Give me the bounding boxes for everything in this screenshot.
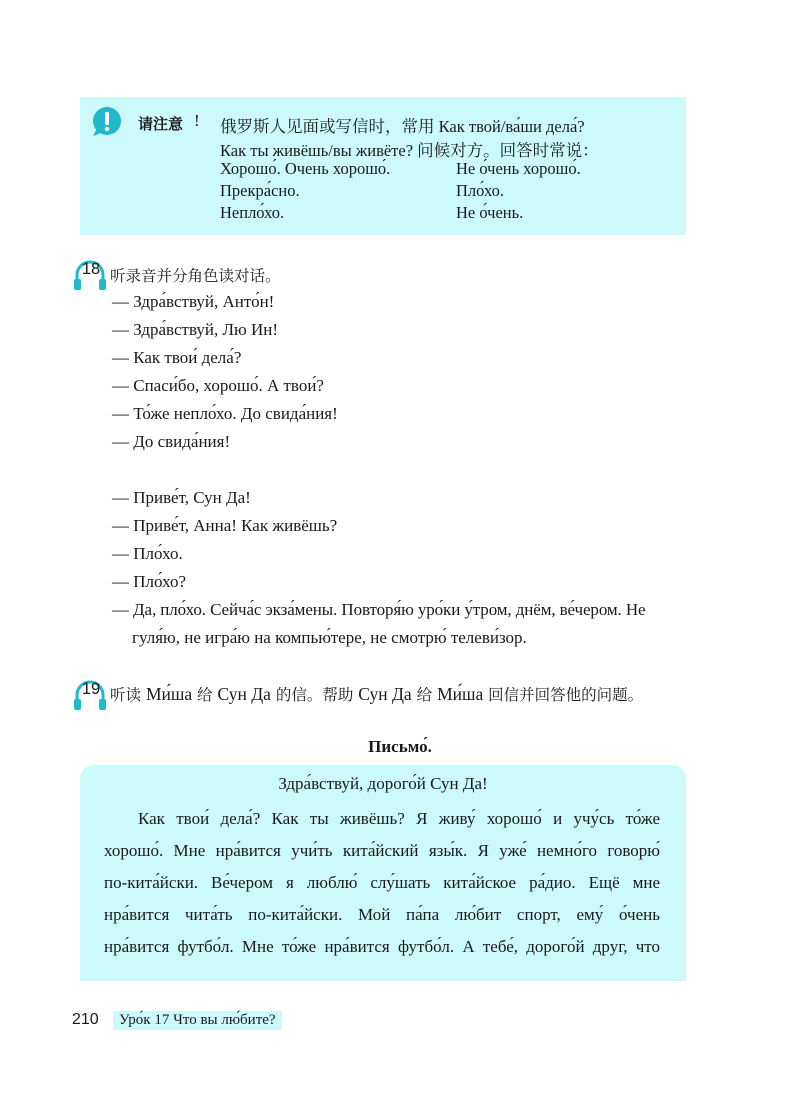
exercise-19-title	[110, 683, 643, 705]
letter-greeting: Здра́вствуй, дорого́й Сун Да!	[278, 774, 488, 793]
note-phrase-left: Хорошо́. Очень хорошо́.	[220, 159, 391, 178]
letter-title: Письмо́.	[368, 737, 432, 756]
dialog-line: — То́же непло́хо. До свида́ния!	[112, 404, 338, 423]
letter-line: Как твои́ дела́? Как ты живёшь? Я живу́ хорошо́ и учу́сь то́же	[138, 809, 660, 828]
dialog-line: — Приве́т, Сун Да!	[112, 488, 251, 507]
dialog-line: — Пло́хо.	[112, 544, 183, 563]
letter-line: нра́вится чита́ть по-кита́йски. Мой па́па лю́бит спорт, ему́ о́чень	[104, 905, 660, 924]
running-head: Уро́к 17 Что вы лю́бите?	[113, 1011, 282, 1030]
title-part: Сун Да	[217, 684, 271, 704]
dialog-line: — До свида́ния!	[112, 432, 231, 451]
letter-box	[80, 765, 686, 981]
exercise-19-badge	[72, 678, 108, 714]
page-number: 210	[72, 1011, 99, 1028]
title-part: 回信并回答他的问题。	[483, 686, 644, 704]
note-phrase-right: Не о́чень хорошо́.	[456, 159, 581, 178]
letter-line: нра́вится футбо́л. Мне то́же нра́вится футбо́л. А тебе́, дорого́й друг, что	[104, 937, 660, 956]
exercise-number: 18	[81, 260, 101, 278]
note-phrase-right: Не о́чень.	[456, 203, 524, 222]
dialog-line: — Спаси́бо, хорошо́. А твои́?	[112, 376, 324, 395]
title-part: 听读	[110, 686, 146, 704]
dialog-line: — Здра́вствуй, Анто́н!	[112, 292, 275, 311]
letter-line: хорошо́. Мне нра́вится учи́ть кита́йский язы́к. Я уже́ немно́го говорю́	[104, 841, 660, 860]
note-intro-line-1: 俄罗斯人见面或写信时，常用 Как твой/ва́ши дела́?	[220, 117, 585, 136]
dialog-line: — Пло́хо?	[112, 572, 186, 591]
note-exclamation: !	[194, 111, 200, 130]
dialog-line: — Да, пло́хо. Сейча́с экза́мены. Повторя́ю уро́ки у́тром, днём, ве́чером. Не	[112, 600, 646, 619]
title-part: 给	[192, 686, 218, 704]
title-part: 的信。帮助	[270, 686, 359, 704]
note-phrase-left: Прекра́сно.	[220, 181, 300, 200]
letter-line: по-кита́йски. Ве́чером я люблю́ слу́шать кита́йское ра́дио. Ещё мне	[104, 873, 660, 892]
note-phrase-left: Непло́хо.	[220, 203, 285, 222]
exclamation-icon	[92, 106, 122, 136]
dialog-line: гуля́ю, не игра́ю на компью́тере, не смотрю́ телеви́зор.	[132, 628, 527, 647]
note-label: 请注意	[138, 115, 184, 133]
exercise-18-title: 听录音并分角色读对话。	[110, 267, 281, 285]
note-phrase-right: Пло́хо.	[456, 181, 504, 200]
title-part: Ми́ша	[145, 684, 193, 704]
title-part: Ми́ша	[437, 684, 484, 704]
exercise-number: 19	[81, 680, 101, 698]
dialog-line: — Приве́т, Анна! Как живёшь?	[112, 516, 338, 535]
title-part: 给	[411, 686, 438, 704]
exercise-18-badge	[72, 258, 108, 294]
title-part: Сун Да	[358, 684, 412, 704]
note-intro-line-2: Как ты живёшь/вы живёте? 问候对方。回答时常说：	[220, 141, 599, 160]
dialog-line: — Здра́вствуй, Лю Ин!	[112, 320, 278, 339]
note-box	[80, 97, 686, 235]
dialog-line: — Как твои́ дела́?	[112, 348, 242, 367]
